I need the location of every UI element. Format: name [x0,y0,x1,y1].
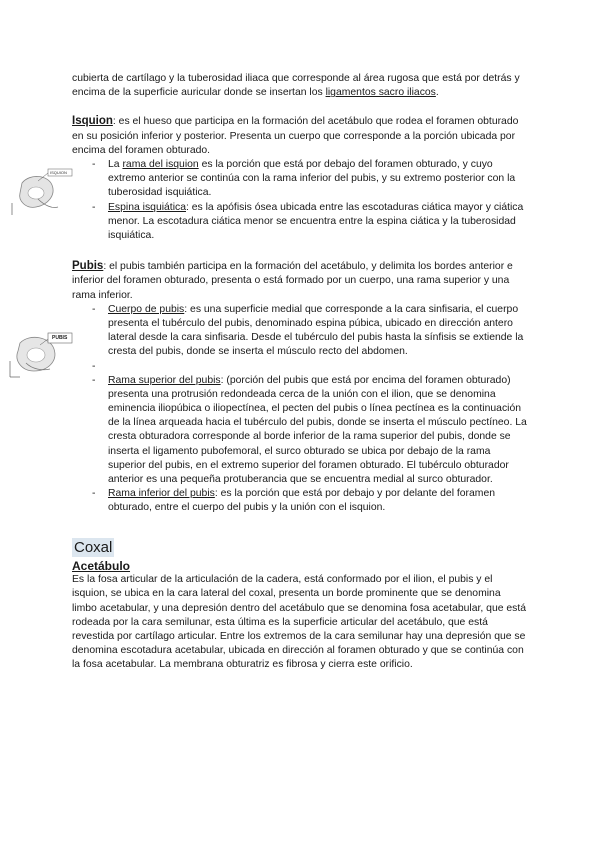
pubis-section [72,259,528,515]
isquion-figure-label: ISQUION [50,170,67,175]
bullet-pre: La [108,159,123,171]
acetabulo-text: Es la fosa articular de la articulación de la cadera, está conformado por el ilion, el pubis y el isquion, se ubica en la cara lateral del coxal, presenta un borde prominente que se denomina limbo acetabular, y una depresión dentro del acetábulo que se denomina fosa acetabular, que está rodeada por la cara semilunar, esta última es la superficie articular del acetábulo, que está revestida por cartílago articular. Entre los extremos de la cara semilunar hay una depresión que se denomina escotadura acetabular, ubicada en dirección al foramen obturado y que se continúa con la fosa acetabular. La membrana obturatriz es fibrosa y cierra este orificio. [72,574,527,671]
bullet-term: Rama superior del pubis [108,374,221,386]
isquion-text: : es el hueso que participa en la formación del acetábulo que rodea el foramen obturado en su posición inferior y posterior. Presenta un cuerpo que corresponde a la porción ubicada por encima del foramen obturado. [72,116,519,156]
pubis-figure-label: PUBIS [52,335,68,341]
list-item [92,201,528,244]
list-spacer [92,360,528,374]
bullet-term: Rama inferior del pubis [108,488,215,500]
pubis-title: Pubis [72,260,104,273]
list-item [92,158,528,201]
coxal-section [72,516,528,673]
isquion-figure [8,165,74,221]
intro-paragraph [72,72,528,100]
document-body [72,72,528,673]
isquion-list [72,158,528,243]
bullet-text: : es la apófisis ósea ubicada entre las escotaduras ciática mayor y ciática menor. La escotadura ciática menor se encuentra entre la espina ciática y la tuberosidad isquiática. [108,201,524,242]
coxal-heading: Coxal [74,538,113,556]
isquion-section [72,114,528,243]
bullet-text: : es la porción que está por debajo y por delante del foramen obturado, entre el cuerpo del pubis y la unión con el isquion. [108,488,496,514]
bullet-text: : (porción del pubis que está por encima del foramen obturado) presenta una protrusión redondeada cerca de la unión con el ilion, que se denomina eminencia iliopúbica o iliopectínea, el pecten del pubis o línea pectínea es la continuación de la línea arqueada hacia el tubérculo del pubis, donde se inserta el músculo pectíneo. La cresta obturadora corresponde al borde inferior de la rama superior del pubis, donde se inserta el ligamento pubofemoral, el surco obturado se ubica por debajo de la rama superior del pubis, en el extremo superior del foramen obturado. El tubérculo obturador anterior es una pequeña protuberancia que se encuentra medial al surco obturador. [108,374,527,486]
intro-text-end: . [435,87,439,99]
intro-text: cubierta de cartílago y la tuberosidad iliaca que corresponde al área rugosa que está por detrás y encima de la superficie auricular donde se insertan los [72,73,520,99]
pubis-list [72,303,528,516]
bullet-term: Espina isquiática [108,201,186,213]
list-item [92,374,528,488]
list-item [92,487,528,515]
bullet-text: : es una superficie medial que corresponde a la cara sinfisaria, el cuerpo presenta el tubérculo del pubis, denominado espina púbica, ubicado en dirección antero lateral desde la cara sinfisaria. Desde el tubérculo del pubis hasta la sínfisis se extiende la cresta del pubis, donde se inserta el músculo recto del abdomen. [108,303,524,358]
bullet-term: Cuerpo de pubis [108,303,185,315]
list-item [92,303,528,360]
bullet-text: es la porción que está por debajo del foramen obturado, y cuyo extremo anterior se continúa con la rama inferior del pubis, y su extremo posterior con la tuberosidad isquiática. [108,159,516,199]
pubis-text: : el pubis también participa en la formación del acetábulo, y delimita los bordes anterior e inferior del foramen obturado, presenta o está formado por un cuerpo, una rama superior y una rama inferior. [72,261,513,301]
acetabulo-subheading: Acetábulo [72,558,131,573]
isquion-title: Isquion [72,115,113,128]
bullet-term: rama del isquion [122,159,199,171]
ligamentos-link[interactable]: ligamentos sacro iliacos [325,87,436,99]
pubis-figure [4,325,76,385]
